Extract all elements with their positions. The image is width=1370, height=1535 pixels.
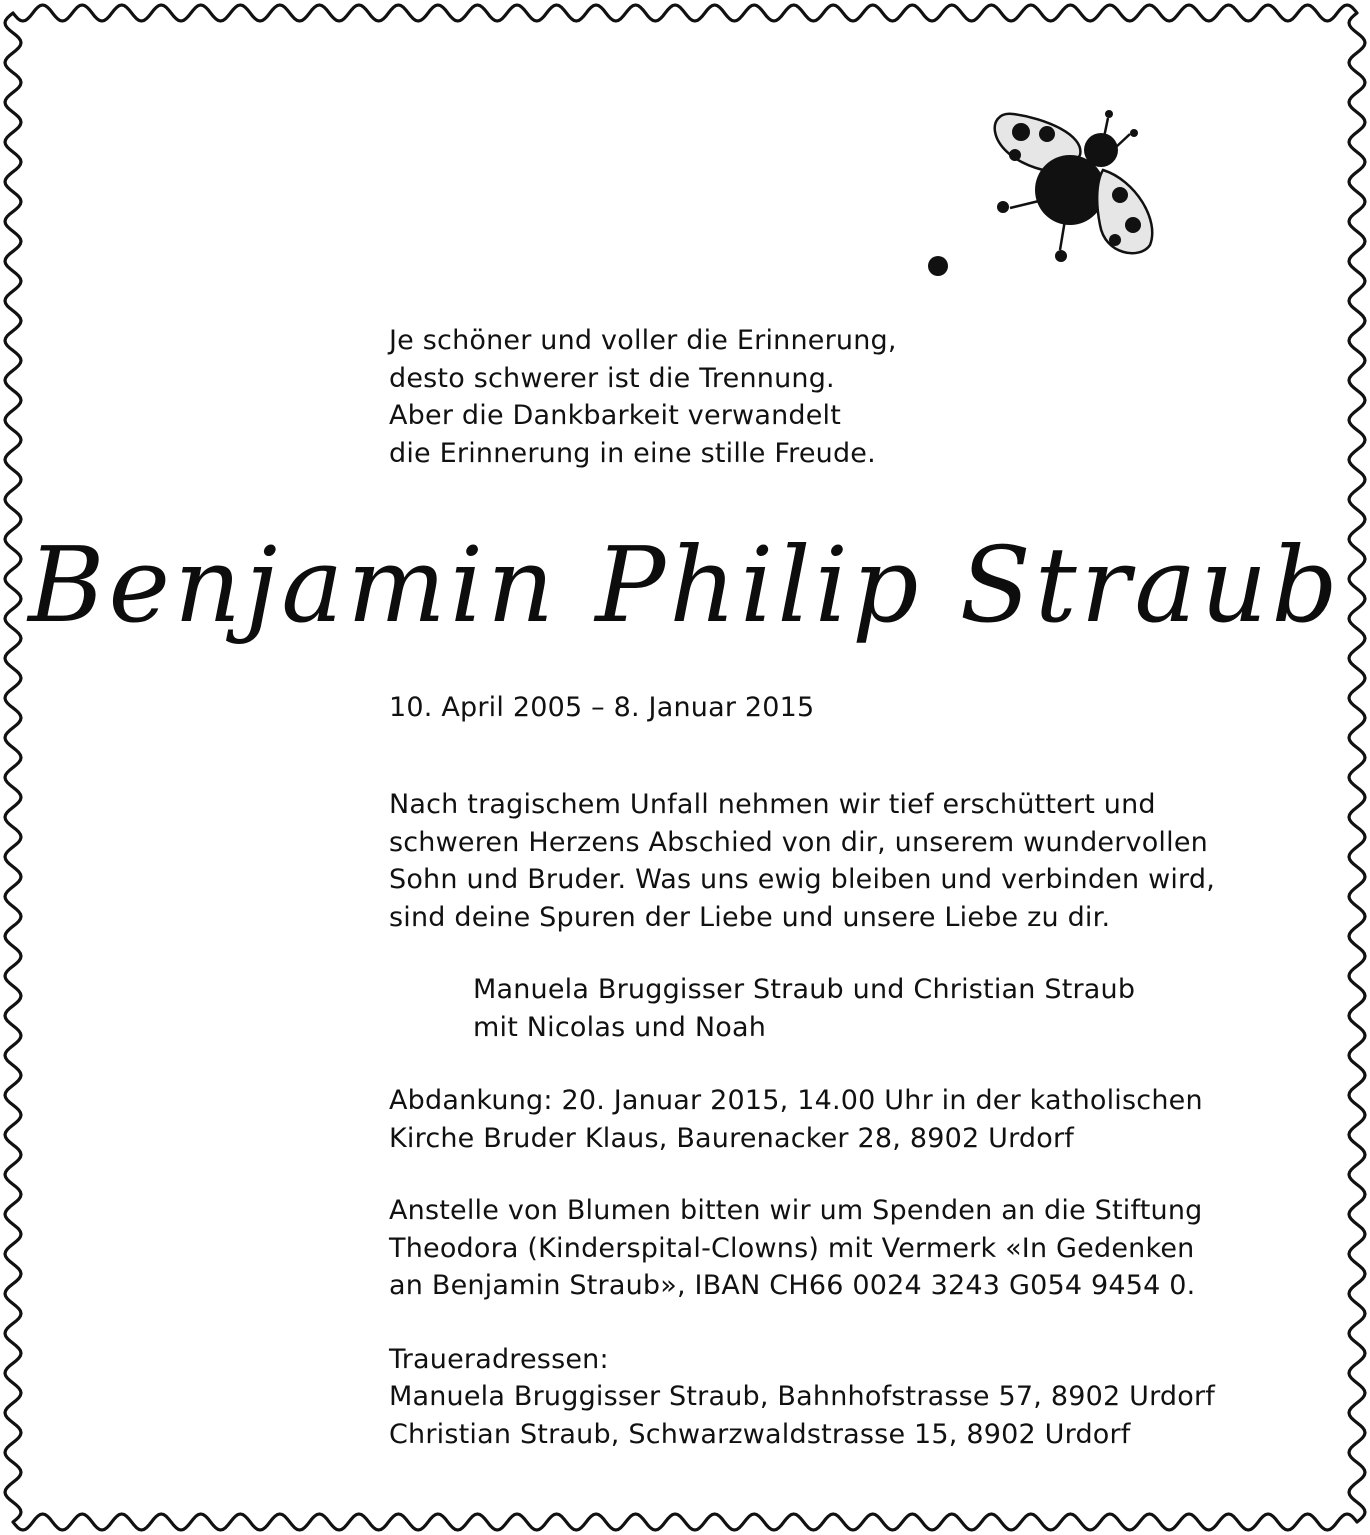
- quote-text: Je schöner und voller die Erinnerung, desto schwerer ist die Trennung. Aber die Dankbarkeit verwandelt die Erinnerung in eine stille Freude.: [389, 325, 897, 469]
- funeral-service-info: Abdankung: 20. Januar 2015, 14.00 Uhr in der katholischen Kirche Bruder Klaus, Baurenacker 28, 8902 Urdorf: [389, 1085, 1203, 1154]
- donation-request: Anstelle von Blumen bitten wir um Spenden an die Stiftung Theodora (Kinderspital-Clowns) mit Vermerk «In Gedenken an Benjamin Straub», IBAN CH66 0024 3243 G054 9454 0.: [389, 1195, 1203, 1301]
- family-names: Manuela Bruggisser Straub und Christian Straub mit Nicolas und Noah: [473, 974, 1136, 1043]
- life-dates: 10. April 2005 – 8. Januar 2015: [389, 692, 815, 723]
- mourning-addresses-label: Traueradressen:: [389, 1344, 609, 1375]
- mourning-addresses: Manuela Bruggisser Straub, Bahnhofstrasse 57, 8902 Urdorf Christian Straub, Schwarzwaldstrasse 15, 8902 Urdorf: [389, 1381, 1215, 1450]
- deceased-name: Benjamin Philip Straub: [28, 524, 1342, 646]
- farewell-message: Nach tragischem Unfall nehmen wir tief erschüttert und schweren Herzens Abschied von dir, unserem wundervollen Sohn und Bruder. Was uns ewig bleiben und verbinden wird, sind deine Spuren der Liebe und unsere Liebe zu dir.: [389, 789, 1216, 933]
- ladybug-icon: [915, 100, 1165, 285]
